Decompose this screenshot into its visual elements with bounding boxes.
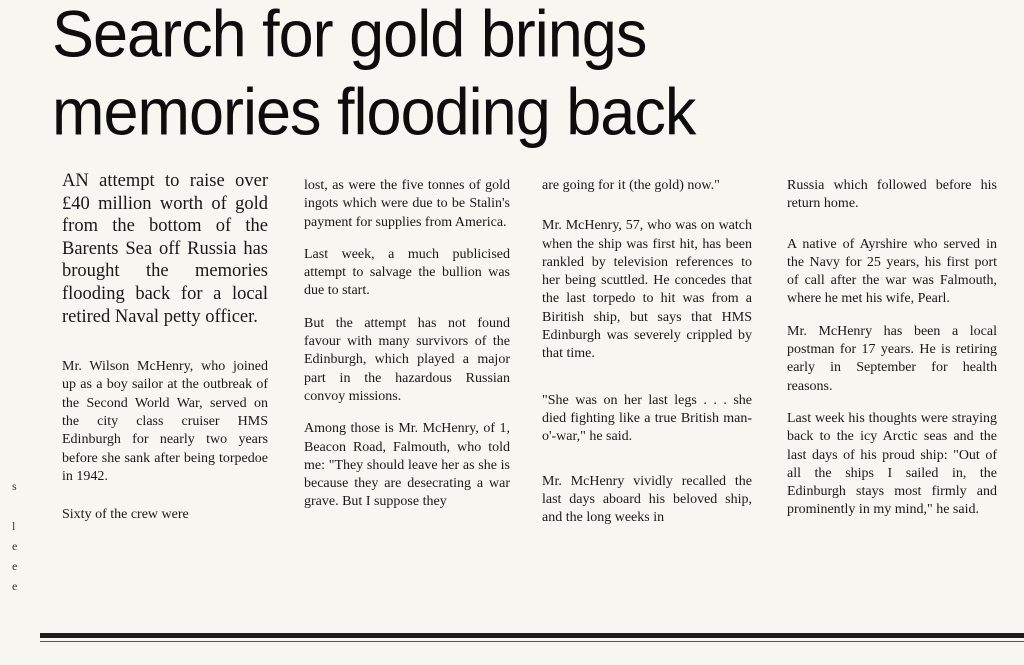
column-2-paragraph-3: But the attempt has not found favour with many survivors of the Edinburgh, which played a major part in the hazardous Russian convoy missions. — [304, 315, 510, 404]
margin-mark: e — [12, 559, 18, 573]
lead-paragraph: AN attempt to raise over £40 million worth of gold from the bottom of the Barents Sea off Russia has brought the memories flooding back for a local retired Naval petty officer. — [62, 171, 268, 327]
column-1-paragraph-2: Sixty of the crew were — [62, 507, 189, 523]
headline — [52, 0, 1012, 150]
margin-mark: e — [12, 579, 18, 593]
headline-line-1: Search for gold brings — [52, 0, 647, 72]
column-4-paragraph-1: Russia which followed before his return home. — [787, 178, 997, 212]
column-3-paragraph-2: Mr. McHenry, 57, who was on watch when the ship was first hit, has been rankled by television references to her being scuttled. He concedes that the last torpedo to hit was from a Biritish ship, but says that HMS Edinburgh was severely crippled by that time. — [542, 218, 752, 362]
column-4 — [787, 177, 997, 534]
column-4-paragraph-2: A native of Ayrshire who served in the Navy for 25 years, his first port of call after the war was Falmouth, where he met his wife, Pearl. — [787, 236, 997, 307]
bottom-rule — [40, 633, 1024, 638]
left-margin-marks — [6, 60, 24, 620]
column-2 — [304, 177, 510, 526]
column-2-paragraph-1: lost, as were the five tonnes of gold ingots which were due to be Stalin's payment for supplies from America. — [304, 178, 510, 230]
column-1 — [62, 170, 268, 539]
bottom-rule-thin — [40, 641, 1024, 642]
margin-mark: s — [12, 479, 17, 493]
column-3-paragraph-3: "She was on her last legs . . . she died fighting like a true British man-o'-war," he said. — [542, 392, 752, 445]
column-3-paragraph-4: Mr. McHenry vividly recalled the last days aboard his beloved ship, and the long weeks in — [542, 473, 752, 526]
column-3-paragraph-1: are going for it (the gold) now." — [542, 178, 720, 193]
column-1-paragraph-1: Mr. Wilson McHenry, who joined up as a boy sailor at the outbreak of the Second World War, served on the city class cruiser HMS Edinburgh for nearly two years before she sank after being torpedoe in 1942. — [62, 359, 268, 484]
column-4-paragraph-4: Last week his thoughts were straying back to the icy Arctic seas and the last days of his proud ship: "Out of all the ships I sailed in, the Edinburgh stays most firmly and prominently in my mind," he said. — [787, 410, 997, 518]
margin-mark: l — [12, 519, 16, 533]
column-4-paragraph-3: Mr. McHenry has been a local postman for 17 years. He is retiring early in September for health reasons. — [787, 323, 997, 394]
column-2-paragraph-4: Among those is Mr. McHenry, of 1, Beacon Road, Falmouth, who told me: "They should leave her as she is because they are desecrating a war grave. But I suppose they — [304, 421, 510, 510]
column-2-paragraph-2: Last week, a much publicised attempt to salvage the bullion was due to start. — [304, 246, 510, 299]
margin-mark: e — [12, 539, 18, 553]
column-3 — [542, 177, 752, 541]
headline-line-2: memories flooding back — [52, 75, 696, 150]
